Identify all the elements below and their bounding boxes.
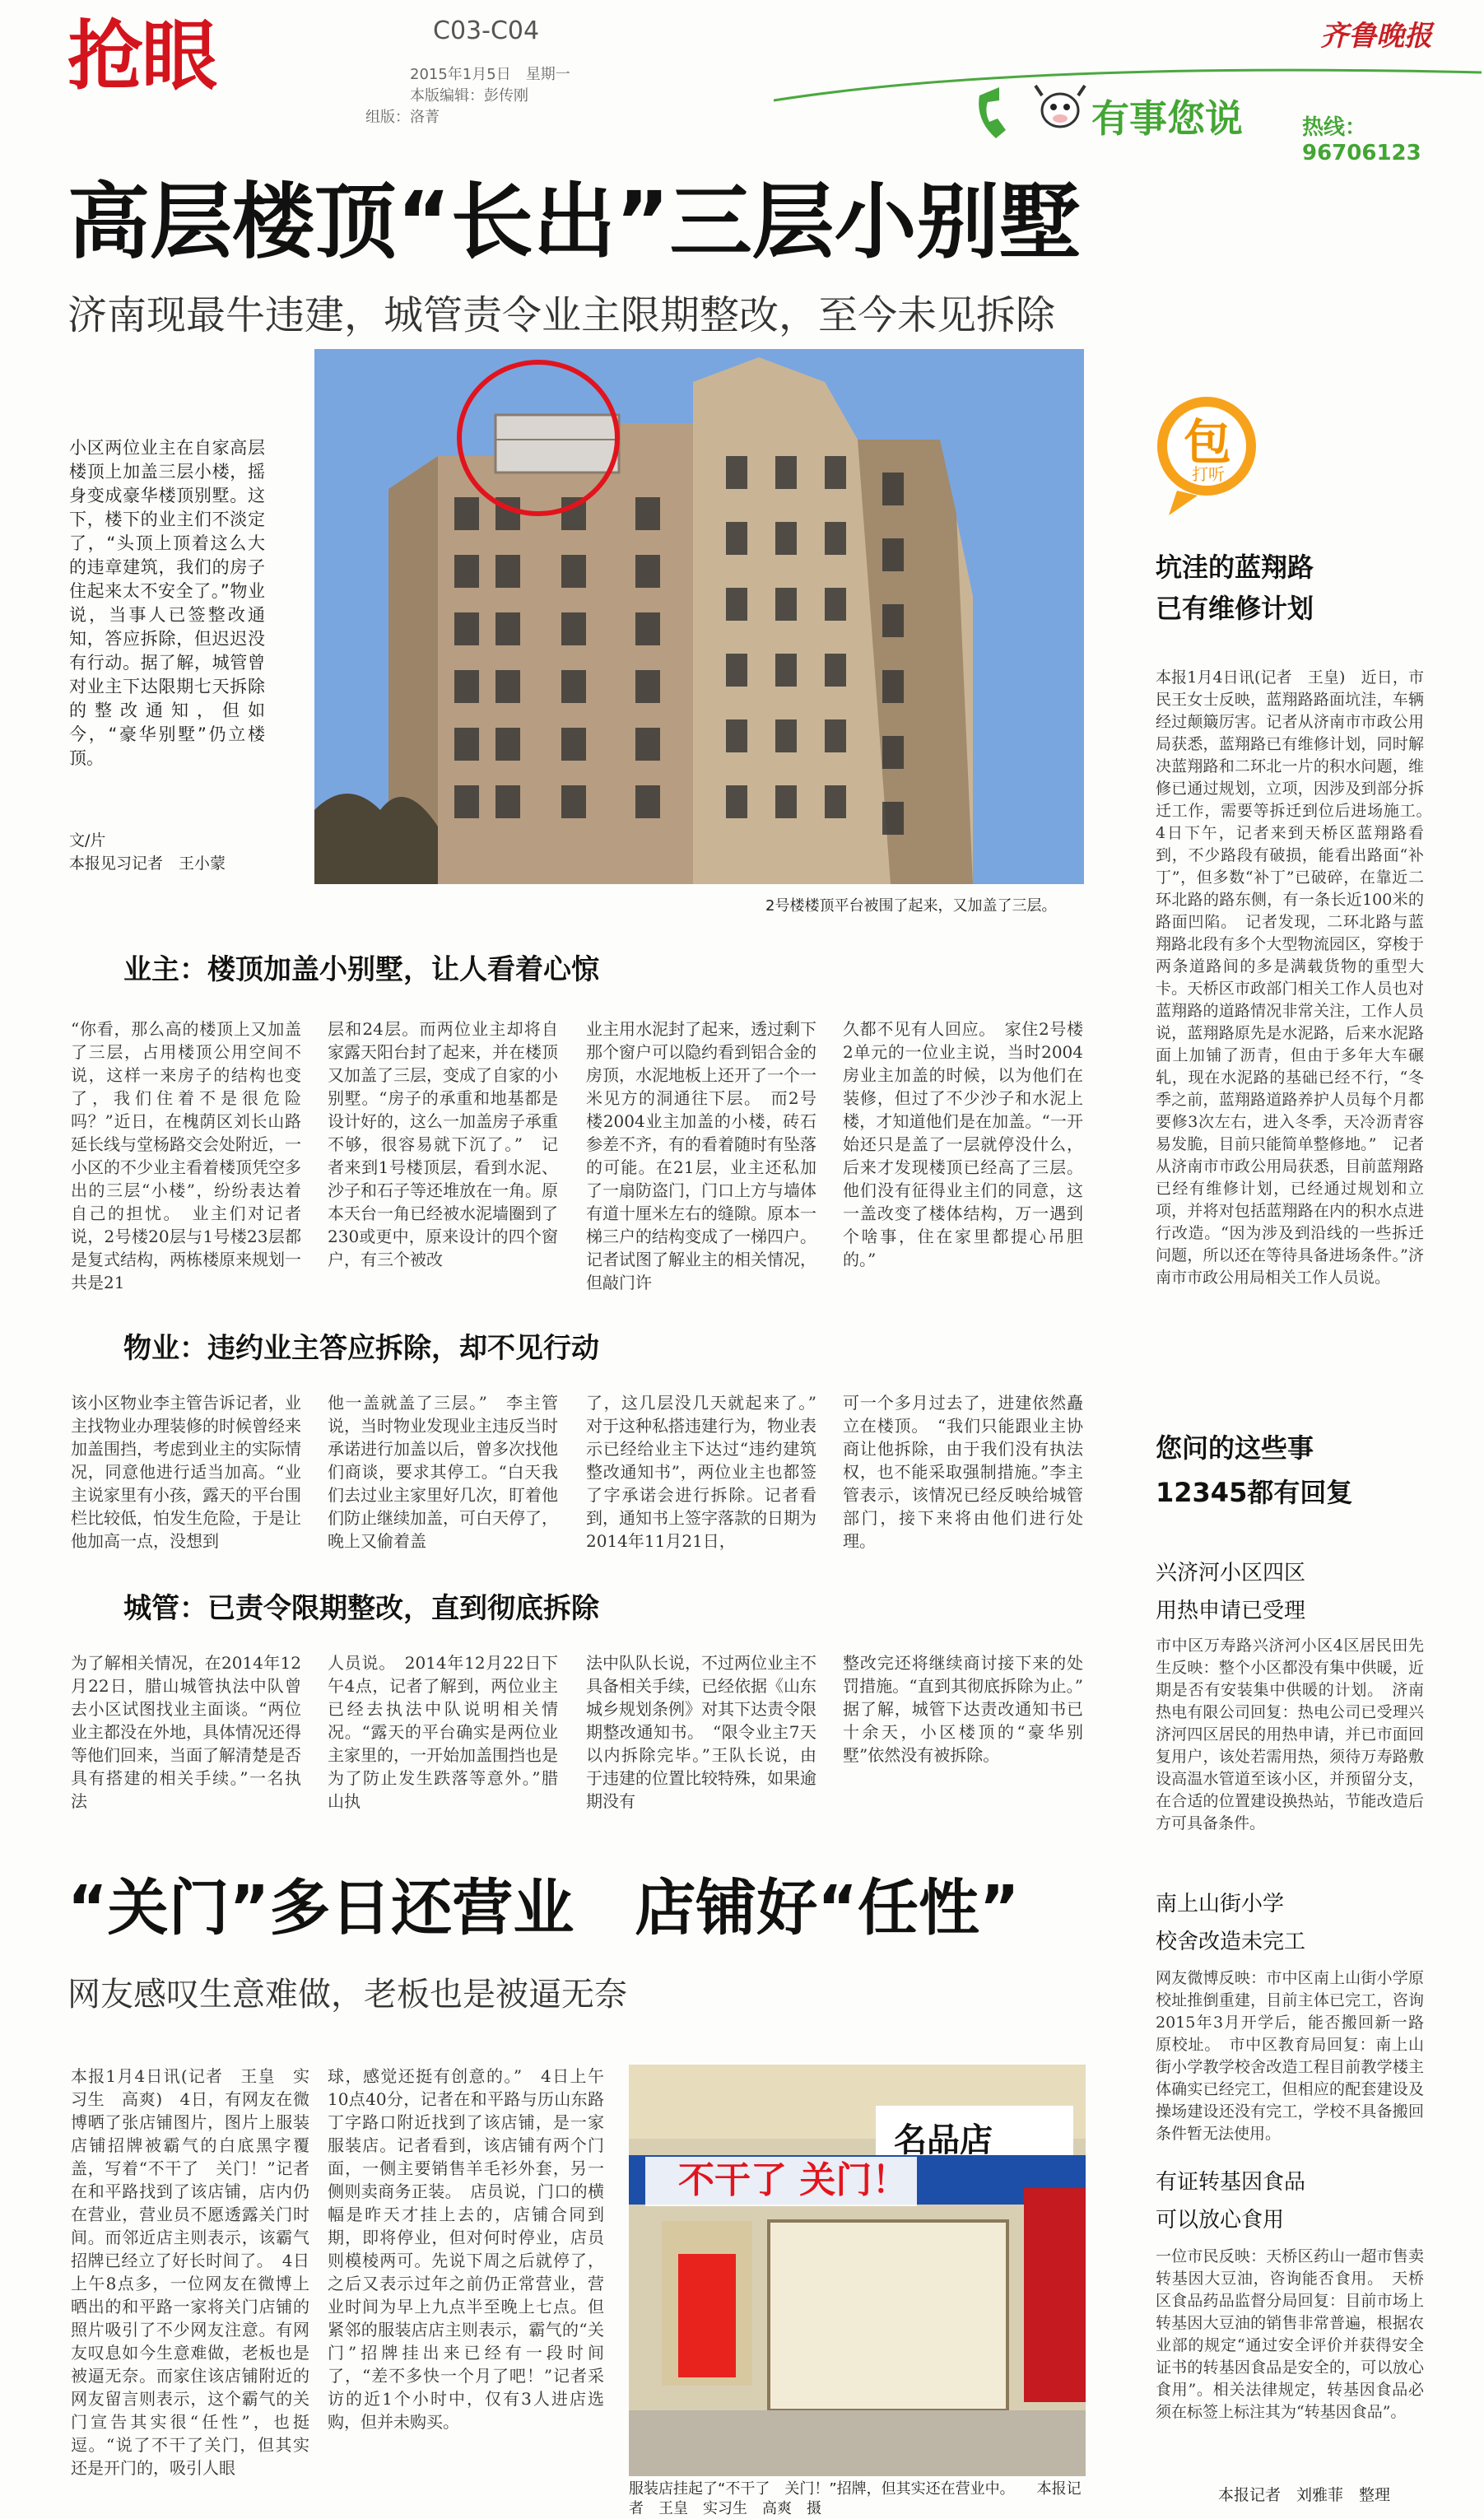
shop-name-text: 名品店 xyxy=(894,2121,993,2159)
second-col-2: 球，感觉还挺有创意的。” 4日上午10点40分，记者在和平路与历山东路丁字路口附近找到了该店铺，是一家服装店。记者看到，该店铺有两个门面，一侧主要销售羊毛衫外套，另一侧则卖商务正装。 店员说，门口的横幅是昨天才挂上去的，店铺合同到期，即将停业，但对何时停业，店员则模棱两可。先说下周之后就停了，之后又表示过年之前仍正常营业，营业时间为早上九点半至晚上七点。但紧邻的服装店店主则表示，霸气的“关门”招牌挂出来已经有一段时间了，“差不多快一个月了吧！”记者采访的近1个小时中，仅有3人进店选购，但并未购买。 xyxy=(328,2066,604,2432)
sidebar-story1-title-2: 已有维修计划 xyxy=(1156,593,1314,624)
mascot-icon xyxy=(1027,74,1093,140)
section3-col-2: 人员说。 2014年12月22日下午4点，记者了解到，两位业主已经去执法中队说明相关情况。“露天的平台确实是两位业主家里的，一开始加盖围挡也是为了防止发生跌落等意外。”腊山执 xyxy=(328,1653,558,1811)
building-photo xyxy=(314,349,1084,884)
q1-title-2: 用热申请已受理 xyxy=(1156,1599,1306,1623)
section3-col-3: 法中队队长说，不过两位业主不具备相关手续，已经依据《山东城乡规划条例》对其下达责令限期整改通知书。 “限令业主7天以内拆除完毕。”王队长说，由于违建的位置比较特殊，如果逾期没有 xyxy=(586,1653,816,1811)
hotline-banner: 有事您说 xyxy=(1091,96,1243,141)
shop-photo xyxy=(629,2065,1086,2476)
second-col-1: 本报1月4日讯(记者 王皇 实习生 高爽) 4日，有网友在微博晒了张店铺图片，图片上服装店铺招牌被霸气的白底黑字覆盖，写着“不干了 关门！”记者在和平路找到了该店铺，店内仍在营业，营业员不愿透露关门时间。而邻近店主则表示，该霸气招牌已经立了好长时间了。 4日上午8点多，一位网友在微博上晒出的和平路一家将关门店铺的照片吸引了不少网友注意。有网友叹息如今生意难做，老板也是被逼无奈。而家住该店铺附近的网友留言则表示，这个霸气的关门宣告其实很“任性”，也挺逗。“说了不干了关门，但其实还是开门的，吸引人眼 xyxy=(71,2066,309,2478)
lead-subtitle: 济南现最牛违建，城管责令业主限期整改，至今未见拆除 xyxy=(67,292,1056,338)
dabaodaxing-badge xyxy=(1152,392,1259,520)
section-title: 抢眼 xyxy=(67,12,216,100)
sidebar-story1-title-1: 坑洼的蓝翔路 xyxy=(1156,552,1314,583)
lead-intro: 小区两位业主在自家高层楼顶上加盖三层小楼，摇身变成豪华楼顶别墅。这下，楼下的业主们不淡定了，“头顶上顶着这么大的违章建筑，我们的房子住起来太不安全了。”物业说，当事人已签整改通知，答应拆除，但迟迟没有行动。据了解，城管曾对业主下达限期七天拆除的整改通知，但如今，“豪华别墅”仍立楼顶。 xyxy=(69,438,265,768)
section1-col-3: 业主用水泥封了起来，透过剩下那个窗户可以隐约看到铝合金的房顶，水泥地板上还开了一个一米见方的洞通往下层。 而2号楼2004业主加盖的小楼，砖石参差不齐，有的看着随时有坠落的可能。在21层，业主还私加了一扇防盗门，门口上方与墙体有道十厘米左右的缝隙。原本一梯三户的结构变成了一梯四户。记者试图了解业主的相关情况，但敲门许 xyxy=(586,1019,816,1292)
section3-col-1: 为了解相关情况，在2014年12月22日，腊山城管执法中队曾去小区试图找业主面谈。“两位业主都没在外地，具体情况还得等他们回来，当面了解清楚是否具有搭建的相关手续。”一名执法 xyxy=(71,1653,301,1811)
building-photo-caption: 2号楼楼顶平台被围了起来，又加盖了三层。 xyxy=(765,897,1057,915)
lead-byline-1: 文/片 xyxy=(69,831,106,850)
q2-title-1: 南上山街小学 xyxy=(1156,1892,1285,1916)
sidebar-credit: 本报记者 刘雅菲 整理 xyxy=(1218,2486,1391,2504)
sidebar-story1-body: 本报1月4日讯(记者 王皇) 近日，市民王女士反映，蓝翔路路面坑洼，车辆经过颠簸厉害。记者从济南市市政公用局获悉，蓝翔路已有维修计划，同时解决蓝翔路和二环北一片的积水问题，维修已通过规划，立项，因涉及到部分拆迁工作，需要等拆迁到位后进场施工。 4日下午，记者来到天桥区蓝翔路看到，不少路段有破损，能看出路面“补丁”，但多数“补丁”已破碎，在靠近二环北路的路东侧，有一条长近100米的路面凹陷。 记者发现，二环北路与蓝翔路北段有多个大型物流园区，穿梭于两条道路间的多是满载货物的重型大卡。天桥区市政部门相关工作人员也对蓝翔路的道路情况非常关注，工作人员说，蓝翔路原先是水泥路，后来水泥路面上加铺了沥青，但由于多年大车碾轧，现在水泥路的基础已经不行，“冬季之前，蓝翔路道路养护人员每个月都要修3次左右，进入冬季，天冷沥青容易发脆，目前只能简单整修地。” 记者从济南市市政公用局获悉，目前蓝翔路已经有维修计划，已经通过规划和立项，并将对包括蓝翔路在内的积水点进行改造。“因为涉及到沿线的一些拆迁问题，所以还在等待具备进场条件。”济南市市政公用局相关工作人员说。 xyxy=(1156,668,1440,1287)
sidebar-12345-title-1: 您问的这些事 xyxy=(1156,1432,1314,1464)
q3-title-1: 有证转基因食品 xyxy=(1156,2170,1306,2195)
section2-col-2: 他一盖就盖了三层。” 李主管说，当时物业发现业主违反当时承诺进行加盖以后，曾多次找他们商谈，要求其停工。“白天我们去过业主家里好几次，盯着他们防止继续加盖，可白天停了，晚上又偷着盖 xyxy=(328,1393,558,1551)
second-headline: “关门”多日还营业 店铺好“任性” xyxy=(67,1873,1020,1944)
section2-col-3: 了，这几层没几天就起来了。” 对于这种私搭违建行为，物业表示已经给业主下达过“违约建筑整改通知书”，两位业主也都签了字承诺会进行拆除。记者看到，通知书上签字落款的日期为2014年11月21日， xyxy=(586,1393,833,1551)
section3-heading: 城管：已责令限期整改，直到彻底拆除 xyxy=(123,1592,599,1625)
bao-char: 包 xyxy=(1183,414,1231,470)
q3-title-2: 可以放心食用 xyxy=(1156,2208,1285,2233)
second-subtitle: 网友感叹生意难做，老板也是被逼无奈 xyxy=(67,1976,627,2014)
q3-body: 一位市民反映：天桥区药山一超市售卖转基因大豆油，咨询能否食用。 天桥区食品药品监督分局回复：目前市场上转基因大豆油的销售非常普遍，根据农业部的规定“通过安全评价并获得安全证书的转基因食品是安全的，可以放心食用”。相关法律规定，转基因食品必须在标签上标注其为“转基因食品”。 xyxy=(1156,2247,1424,2421)
section2-col-4: 可一个多月过去了，进建依然矗立在楼顶。 “我们只能跟业主协商让他拆除，由于我们没有执法权，也不能采取强制措施。”李主管表示，该情况已经反映给城管部门，接下来将由他们进行处理。 xyxy=(843,1393,1083,1551)
section2-col-1: 该小区物业李主管告诉记者，业主找物业办理装修的时候曾经来加盖围挡，考虑到业主的实际情况，同意他进行适当加高。“业主说家里有小孩，露天的平台围栏比较低，怕发生危险，于是让他加高一点，没想到 xyxy=(71,1393,301,1551)
layout-credit: 组版：洛菁 xyxy=(365,109,440,126)
section3-col-4: 整改完还将继续商讨接下来的处罚措施。“直到其彻底拆除为止。” 据了解，城管下达责改通知书已十余天，小区楼顶的“豪华别墅”依然没有被拆除。 xyxy=(843,1653,1100,1765)
q1-body: 市中区万寿路兴济河小区4区居民田先生反映：整个小区都没有集中供暖，近期是否有安装集中供暖的计划。 济南热电有限公司回复：热电公司已受理兴济河四区居民的用热申请，并已市面回复用户，该处若需用热，须待万寿路敷设高温水管道至该小区，并预留分支，在合适的位置建设换热站，节能改造后方可具备条件。 xyxy=(1156,1637,1424,1832)
hotline-number: 热线：96706123 xyxy=(1302,115,1421,165)
shop-sign-text: 不干了 关门！ xyxy=(678,2159,909,2201)
page-code: C03-C04 xyxy=(433,16,540,45)
bao-label: 打听 xyxy=(1192,464,1225,484)
editor-credit: 本版编辑：彭传刚 xyxy=(410,87,528,105)
section2-heading: 物业：违约业主答应拆除，却不见行动 xyxy=(123,1332,599,1365)
q2-body: 网友微博反映：市中区南上山街小学原校址推倒重建，目前主体已完工，咨询2015年3月开学后，能否搬回新一路原校址。 市中区教育局回复：南上山街小学教学校舍改造工程目前教学楼主体确实已经完工，但相应的配套建设及操场建设还没有完工，学校不具备搬回条件暂无法使用。 xyxy=(1156,1969,1424,2143)
sidebar-12345-title-2: 12345都有回复 xyxy=(1156,1477,1353,1508)
section1-col-4: 久都不见有人回应。 家住2号楼2单元的一位业主说，当时2004房业主加盖的时候，以为他们在装修，但过了不少沙子和水泥上楼，才知道他们是在加盖。“一开始还只是盖了一层就停没什么，后来才发现楼顶已经高了三层。他们没有征得业主们的同意，这一盖改变了楼体结构，万一遇到个啥事，住在家里都提心吊胆的。” xyxy=(843,1019,1083,1269)
lead-headline: 高层楼顶“长出”三层小别墅 xyxy=(67,174,1082,270)
section1-col-2: 层和24层。而两位业主却将自家露天阳台封了起来，并在楼顶又加盖了三层，变成了自家的小别墅。“房子的承重和地基都是设计好的，这么一加盖房子承重不够，很容易就下沉了。” 记者来到1号楼顶层，看到水泥、沙子和石子等还堆放在一角。原本天台一角已经被水泥墙圈到了230或更中，原来设计的四个窗户，有三个被改 xyxy=(328,1019,558,1269)
lead-byline-2: 本报见习记者 王小蒙 xyxy=(69,854,226,873)
masthead xyxy=(0,0,1484,165)
q2-title-2: 校舍改造未完工 xyxy=(1156,1930,1306,1954)
shop-photo-caption: 服装店挂起了“不干了 关门！”招牌，但其实还在营业中。 本报记者 王皇 实习生 高爽 摄 xyxy=(629,2480,1082,2517)
q1-title-1: 兴济河小区四区 xyxy=(1156,1561,1306,1585)
issue-date: 2015年1月5日 星期一 xyxy=(410,66,570,83)
paper-logo: 齐鲁晚报 xyxy=(1320,20,1432,53)
section1-heading: 业主：楼顶加盖小别墅，让人看着心惊 xyxy=(123,953,599,986)
section1-col-1: “你看，那么高的楼顶上又加盖了三层，占用楼顶公用空间不说，这样一来房子的结构也变了，我们住着不是很危险吗？”近日，在槐荫区刘长山路延长线与堂杨路交会处附近，一小区的不少业主看着楼顶凭空多出的三层“小楼”，纷纷表达着自己的担忧。 业主们对记者说，2号楼20层与1号楼23层都是复式结构，两栋楼原来规划一共是21 xyxy=(71,1019,301,1292)
